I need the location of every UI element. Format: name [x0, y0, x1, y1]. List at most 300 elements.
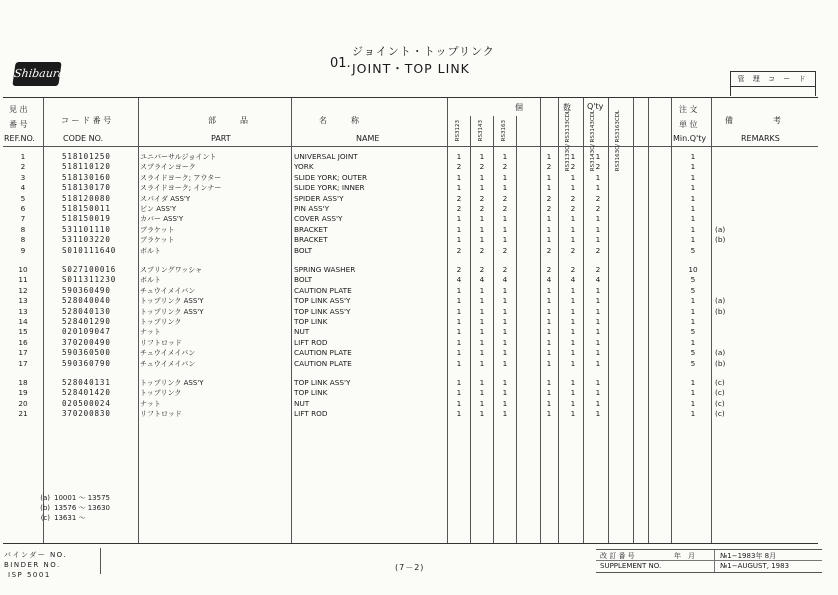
table-row: [3, 296, 818, 307]
qty-cell: 1: [456, 337, 462, 347]
qty-cell: 1: [456, 285, 462, 295]
table-row: [3, 265, 818, 276]
qty-cell: 1: [456, 235, 462, 245]
part-name-jp: ナット: [140, 328, 161, 337]
part-name: BOLT: [294, 275, 313, 285]
qty-cell: 2: [456, 162, 462, 172]
part-code: 518150011: [62, 204, 111, 213]
part-code: 518150019: [62, 214, 111, 224]
remarks-cell: (a): [715, 296, 726, 306]
qty-cell: 1: [479, 337, 485, 347]
part-name: SLIDE YORK; INNER: [294, 183, 365, 193]
qty-cell: 1: [546, 183, 552, 193]
table-row: [3, 359, 818, 370]
table-row: [3, 275, 818, 286]
min-order-qty: 1: [690, 204, 696, 213]
qty-cell: 1: [546, 378, 552, 387]
part-name-jp: ピン ASS'Y: [140, 205, 177, 213]
remarks-cell: (c): [715, 409, 725, 419]
model-header-5: RS3143C/ RS3143CDL: [590, 110, 596, 172]
qty-cell: 2: [595, 193, 601, 203]
min-order-qty: 1: [690, 378, 696, 387]
qty-cell: 1: [456, 183, 462, 193]
qty-cell: 2: [479, 265, 485, 274]
ref-number: 5: [20, 193, 26, 203]
qty-cell: 1: [570, 296, 576, 306]
qty-cell: 1: [479, 296, 485, 306]
qty-cell: 1: [570, 306, 576, 316]
part-name-jp: スパイダ ASS'Y: [140, 194, 191, 203]
min-order-qty: 5: [690, 275, 696, 285]
note-c: (c) 13631 ～: [40, 514, 86, 522]
qty-cell: 2: [546, 162, 552, 172]
ref-number: 17: [18, 358, 28, 368]
table-row: [3, 338, 818, 349]
part-name: SPRING WASHER: [294, 265, 356, 274]
qty-cell: 1: [456, 327, 462, 337]
qty-cell: 1: [595, 172, 601, 182]
qty-cell: 1: [456, 296, 462, 306]
part-name-jp: カバー ASS'Y: [140, 215, 184, 224]
qty-cell: 1: [456, 152, 462, 161]
part-name: TOP LINK: [294, 388, 328, 398]
qty-cell: 1: [479, 388, 485, 398]
qty-cell: 1: [546, 348, 552, 358]
ref-number: 12: [18, 285, 28, 295]
qty-cell: 1: [546, 317, 552, 326]
part-code: 518101250: [62, 152, 111, 161]
qty-cell: 1: [570, 337, 576, 347]
qty-cell: 1: [502, 285, 508, 295]
qty-cell: 2: [570, 204, 576, 213]
qty-cell: 1: [595, 306, 601, 316]
qty-cell: 1: [570, 214, 576, 224]
part-name: NUT: [294, 327, 310, 337]
part-name-jp: ブラケット: [140, 225, 175, 234]
qty-cell: 1: [502, 358, 508, 368]
part-name-jp: チュウイメイバン: [140, 286, 196, 295]
table-row: [3, 378, 818, 389]
qty-cell: 1: [570, 378, 576, 387]
qty-cell: 1: [546, 214, 552, 224]
qty-cell: 1: [479, 378, 485, 387]
qty-cell: 1: [479, 409, 485, 419]
qty-cell: 1: [570, 348, 576, 358]
qty-cell: 1: [502, 306, 508, 316]
table-row: [3, 399, 818, 410]
table-row: [3, 317, 818, 328]
part-code: 590360490: [62, 285, 111, 295]
part-name-jp: スライドヨーク; アウター: [140, 173, 222, 182]
col-header-ref-jp1: 見 出: [9, 105, 28, 114]
table-row: [3, 173, 818, 184]
table-row: [3, 348, 818, 359]
col-header-min-qty: Min.Q'ty: [673, 134, 707, 143]
min-order-qty: 1: [690, 296, 696, 306]
remarks-cell: (c): [715, 378, 725, 387]
qty-cell: 2: [479, 162, 485, 172]
min-order-qty: 10: [688, 265, 698, 274]
ref-number: 21: [18, 409, 28, 419]
model-header-2: RS3143: [478, 120, 484, 142]
qty-cell: 1: [570, 409, 576, 419]
qty-cell: 1: [502, 183, 508, 193]
qty-cell: 1: [479, 183, 485, 193]
remarks-cell: (b): [715, 306, 726, 316]
qty-cell: 4: [502, 275, 508, 285]
part-name: TOP LINK ASS'Y: [294, 296, 351, 306]
min-order-qty: 1: [690, 152, 696, 161]
qty-cell: 2: [456, 265, 462, 274]
part-name-jp: スプラインヨーク: [140, 163, 196, 172]
qty-cell: 4: [570, 275, 576, 285]
col-header-code-jp: コ ー ド 番 号: [61, 116, 112, 125]
binder-label: BINDER NO.: [4, 561, 61, 569]
part-name: YORK: [294, 162, 314, 172]
qty-cell: 1: [546, 285, 552, 295]
qty-cell: 1: [456, 214, 462, 224]
remarks-cell: (b): [715, 235, 726, 245]
qty-cell: 1: [595, 214, 601, 224]
col-header-part: PART: [211, 134, 231, 143]
remarks-cell: (b): [715, 358, 726, 368]
part-name-jp: トップリンク ASS'Y: [140, 307, 204, 316]
supplement-divider: [714, 550, 715, 572]
supplement-label: SUPPLEMENT NO.: [600, 562, 662, 570]
qty-cell: 1: [479, 172, 485, 182]
part-name: UNIVERSAL JOINT: [294, 152, 358, 161]
model-header-6: RS3163C/ RS3163CDL: [615, 110, 621, 172]
part-code: S010111640: [62, 245, 117, 255]
qty-cell: 2: [595, 204, 601, 213]
table-row: [3, 409, 818, 420]
qty-cell: 1: [502, 388, 508, 398]
qty-cell: 1: [546, 337, 552, 347]
qty-cell: 1: [546, 306, 552, 316]
supplement-label-jp: 改 訂 番 号: [600, 552, 635, 560]
model-header-1: RS3123: [455, 120, 461, 142]
qty-cell: 1: [546, 224, 552, 234]
qty-cell: 2: [546, 193, 552, 203]
ref-number: 16: [18, 337, 28, 347]
model-header-4: RS3133C/ RS3133CDL: [565, 110, 571, 172]
qty-cell: 1: [456, 172, 462, 182]
supplement-date: №1−AUGUST, 1983: [720, 562, 790, 570]
part-name: LIFT ROD: [294, 409, 328, 419]
binder-number: [4, 550, 67, 580]
qty-cell: 4: [479, 275, 485, 285]
qty-cell: 1: [479, 214, 485, 224]
qty-cell: 1: [595, 152, 601, 161]
col-header-qty: Q'ty: [587, 102, 604, 111]
part-name: TOP LINK: [294, 317, 328, 326]
qty-cell: 1: [595, 327, 601, 337]
part-name: TOP LINK ASS'Y: [294, 378, 351, 387]
qty-cell: 1: [570, 152, 576, 161]
qty-cell: 1: [546, 398, 552, 408]
note-b: (b) 13576 ～ 13630: [40, 504, 110, 512]
part-name-jp: ユニバーサルジョイント: [140, 153, 217, 161]
model-header-3: RS3163: [501, 120, 507, 142]
col-header-part-jp: 部 品: [208, 116, 248, 125]
table-row: [3, 235, 818, 246]
qty-cell: 1: [502, 378, 508, 387]
min-order-qty: 5: [690, 285, 696, 295]
part-code: 370200490: [62, 337, 111, 347]
qty-cell: 1: [456, 317, 462, 326]
col-header-unit-jp: 単 位: [679, 120, 698, 129]
min-order-qty: 1: [690, 409, 696, 419]
qty-cell: 1: [595, 317, 601, 326]
date-label-jp: 年 月: [674, 552, 695, 560]
min-order-qty: 5: [690, 327, 696, 337]
qty-cell: 2: [456, 204, 462, 213]
qty-cell: 1: [595, 388, 601, 398]
ref-number: 18: [18, 378, 28, 387]
supplement-divider: [596, 560, 822, 561]
qty-cell: 1: [570, 224, 576, 234]
qty-cell: 1: [546, 296, 552, 306]
part-code: S027100016: [62, 265, 117, 274]
col-header-name-jp: 名 称: [319, 116, 359, 125]
serial-notes: [36, 493, 110, 523]
qty-cell: 2: [502, 265, 508, 274]
min-order-qty: 1: [690, 235, 696, 245]
part-name: LIFT ROD: [294, 337, 328, 347]
qty-cell: 1: [570, 285, 576, 295]
qty-cell: 1: [502, 409, 508, 419]
qty-cell: 1: [479, 327, 485, 337]
ref-number: 11: [18, 275, 28, 285]
qty-cell: 1: [479, 398, 485, 408]
part-name-jp: スライドヨーク; インナー: [140, 184, 222, 193]
qty-cell: 1: [479, 152, 485, 161]
section-number: 01.: [330, 56, 351, 71]
brand-logo: Shibaura: [12, 62, 61, 86]
qty-cell: 2: [595, 265, 601, 274]
ref-number: 10: [18, 265, 28, 274]
supplement-date-jp: №1−1983年 8月: [720, 552, 777, 560]
col-header-ref-jp2: 番 号: [9, 120, 28, 129]
qty-cell: 1: [479, 285, 485, 295]
part-name: BRACKET: [294, 224, 328, 234]
table-row: [3, 204, 818, 215]
qty-cell: 1: [546, 409, 552, 419]
qty-cell: 1: [570, 358, 576, 368]
part-name-jp: チュウイメイバン: [140, 359, 196, 368]
qty-cell: 1: [595, 398, 601, 408]
part-name-jp: トップリンク ASS'Y: [140, 297, 204, 306]
ref-number: 9: [20, 245, 26, 255]
qty-cell: 1: [546, 327, 552, 337]
min-order-qty: 5: [690, 348, 696, 358]
part-code: S011311230: [62, 275, 117, 285]
supplement-box: [596, 549, 822, 573]
col-header-remarks: REMARKS: [741, 134, 780, 143]
part-name-jp: ナット: [140, 399, 161, 408]
ref-number: 2: [20, 162, 26, 172]
qty-cell: 1: [456, 358, 462, 368]
qty-cell: 1: [502, 224, 508, 234]
management-code-box: [730, 86, 816, 96]
min-order-qty: 1: [690, 398, 696, 408]
qty-cell: 2: [502, 193, 508, 203]
col-header-remarks-jp: 備 考: [725, 116, 781, 125]
ref-number: 20: [18, 398, 28, 408]
part-name: TOP LINK ASS'Y: [294, 306, 351, 316]
part-code: 590360500: [62, 348, 111, 358]
qty-cell: 1: [502, 152, 508, 161]
part-name: SLIDE YORK; OUTER: [294, 172, 368, 182]
part-name: BRACKET: [294, 235, 328, 245]
qty-cell: 1: [595, 285, 601, 295]
qty-cell: 1: [546, 235, 552, 245]
part-code: 531101110: [62, 224, 111, 234]
table-row: [3, 246, 818, 257]
min-order-qty: 5: [690, 358, 696, 368]
qty-cell: 2: [479, 245, 485, 255]
table-row: [3, 307, 818, 318]
qty-cell: 1: [502, 172, 508, 182]
part-name: SPIDER ASS'Y: [294, 193, 344, 203]
part-name-jp: トップリンク: [140, 318, 182, 326]
part-name: CAUTION PLATE: [294, 348, 352, 358]
part-code: 518130160: [62, 172, 111, 182]
qty-cell: 1: [570, 317, 576, 326]
ref-number: 7: [20, 214, 26, 224]
col-header-qty-jp2: 数: [563, 103, 571, 112]
part-name: BOLT: [294, 245, 313, 255]
part-code: 531103220: [62, 235, 111, 245]
min-order-qty: 1: [690, 172, 696, 182]
part-name-jp: トップリンク ASS'Y: [140, 379, 204, 387]
part-name-jp: ブラケット: [140, 236, 175, 245]
remarks-cell: (c): [715, 388, 725, 398]
part-code: 370200830: [62, 409, 111, 419]
qty-cell: 1: [595, 183, 601, 193]
ref-number: 13: [18, 306, 28, 316]
qty-cell: 1: [546, 358, 552, 368]
min-order-qty: 1: [690, 317, 696, 326]
qty-cell: 1: [595, 337, 601, 347]
ref-number: 4: [20, 183, 26, 193]
ref-number: 17: [18, 348, 28, 358]
ref-number: 8: [20, 224, 26, 234]
table-row: [3, 327, 818, 338]
qty-cell: 1: [570, 235, 576, 245]
table-row: [3, 388, 818, 399]
isp-code: ISP 5001: [8, 571, 51, 579]
min-order-qty: 1: [690, 214, 696, 224]
qty-cell: 2: [570, 245, 576, 255]
qty-cell: 1: [570, 388, 576, 398]
qty-cell: 1: [595, 348, 601, 358]
qty-cell: 1: [479, 348, 485, 358]
part-code: 528040131: [62, 378, 111, 387]
part-code: 518120080: [62, 193, 111, 203]
qty-cell: 1: [479, 235, 485, 245]
part-name: CAUTION PLATE: [294, 285, 352, 295]
qty-cell: 2: [546, 204, 552, 213]
part-name: PIN ASS'Y: [294, 204, 330, 213]
qty-cell: 4: [595, 275, 601, 285]
part-code: 020109047: [62, 327, 111, 337]
qty-cell: 1: [479, 306, 485, 316]
ref-number: 15: [18, 327, 28, 337]
ref-number: 8: [20, 235, 26, 245]
part-code: 528040040: [62, 296, 111, 306]
page-number: (7－2): [395, 563, 425, 572]
part-name: NUT: [294, 398, 310, 408]
qty-cell: 2: [570, 265, 576, 274]
qty-cell: 1: [479, 358, 485, 368]
qty-cell: 1: [502, 398, 508, 408]
page-title: JOINT・TOP LINK: [352, 61, 470, 76]
qty-cell: 2: [502, 245, 508, 255]
qty-cell: 1: [479, 224, 485, 234]
qty-cell: 1: [502, 317, 508, 326]
table-row: [3, 225, 818, 236]
ref-number: 1: [20, 152, 26, 161]
qty-cell: 1: [456, 409, 462, 419]
note-a: (a) 10001 ～ 13575: [40, 494, 110, 502]
qty-cell: 1: [546, 172, 552, 182]
col-header-order-jp: 注 文: [679, 105, 698, 114]
qty-cell: 1: [502, 327, 508, 337]
qty-cell: 1: [456, 398, 462, 408]
qty-cell: 2: [456, 193, 462, 203]
qty-cell: 1: [546, 388, 552, 398]
parts-table: [3, 97, 818, 544]
ref-number: 3: [20, 172, 26, 182]
part-name-jp: リフトロッド: [140, 338, 182, 347]
qty-cell: 2: [502, 162, 508, 172]
remarks-cell: (c): [715, 398, 725, 408]
qty-cell: 1: [479, 317, 485, 326]
min-order-qty: 5: [690, 245, 696, 255]
qty-cell: 1: [502, 214, 508, 224]
qty-cell: 1: [502, 235, 508, 245]
qty-cell: 1: [456, 348, 462, 358]
part-code: 020500024: [62, 398, 111, 408]
qty-cell: 2: [595, 245, 601, 255]
ref-number: 6: [20, 204, 26, 213]
qty-cell: 1: [595, 235, 601, 245]
part-code: 528401290: [62, 317, 111, 326]
qty-cell: 2: [546, 245, 552, 255]
qty-cell: 2: [546, 265, 552, 274]
qty-cell: 1: [570, 172, 576, 182]
qty-cell: 2: [502, 204, 508, 213]
qty-cell: 2: [479, 204, 485, 213]
qty-cell: 2: [570, 162, 576, 172]
part-code: 590360790: [62, 358, 111, 368]
part-name-jp: ボルト: [140, 276, 161, 285]
qty-cell: 1: [502, 296, 508, 306]
remarks-cell: (a): [715, 348, 726, 358]
qty-cell: 1: [502, 337, 508, 347]
min-order-qty: 1: [690, 193, 696, 203]
table-row: [3, 194, 818, 205]
ref-number: 14: [18, 317, 28, 326]
min-order-qty: 1: [690, 388, 696, 398]
table-row: [3, 162, 818, 173]
col-header-ref: REF.NO.: [4, 134, 35, 143]
qty-cell: 2: [570, 193, 576, 203]
min-order-qty: 1: [690, 337, 696, 347]
min-order-qty: 1: [690, 162, 696, 172]
part-code: 528401420: [62, 388, 111, 398]
